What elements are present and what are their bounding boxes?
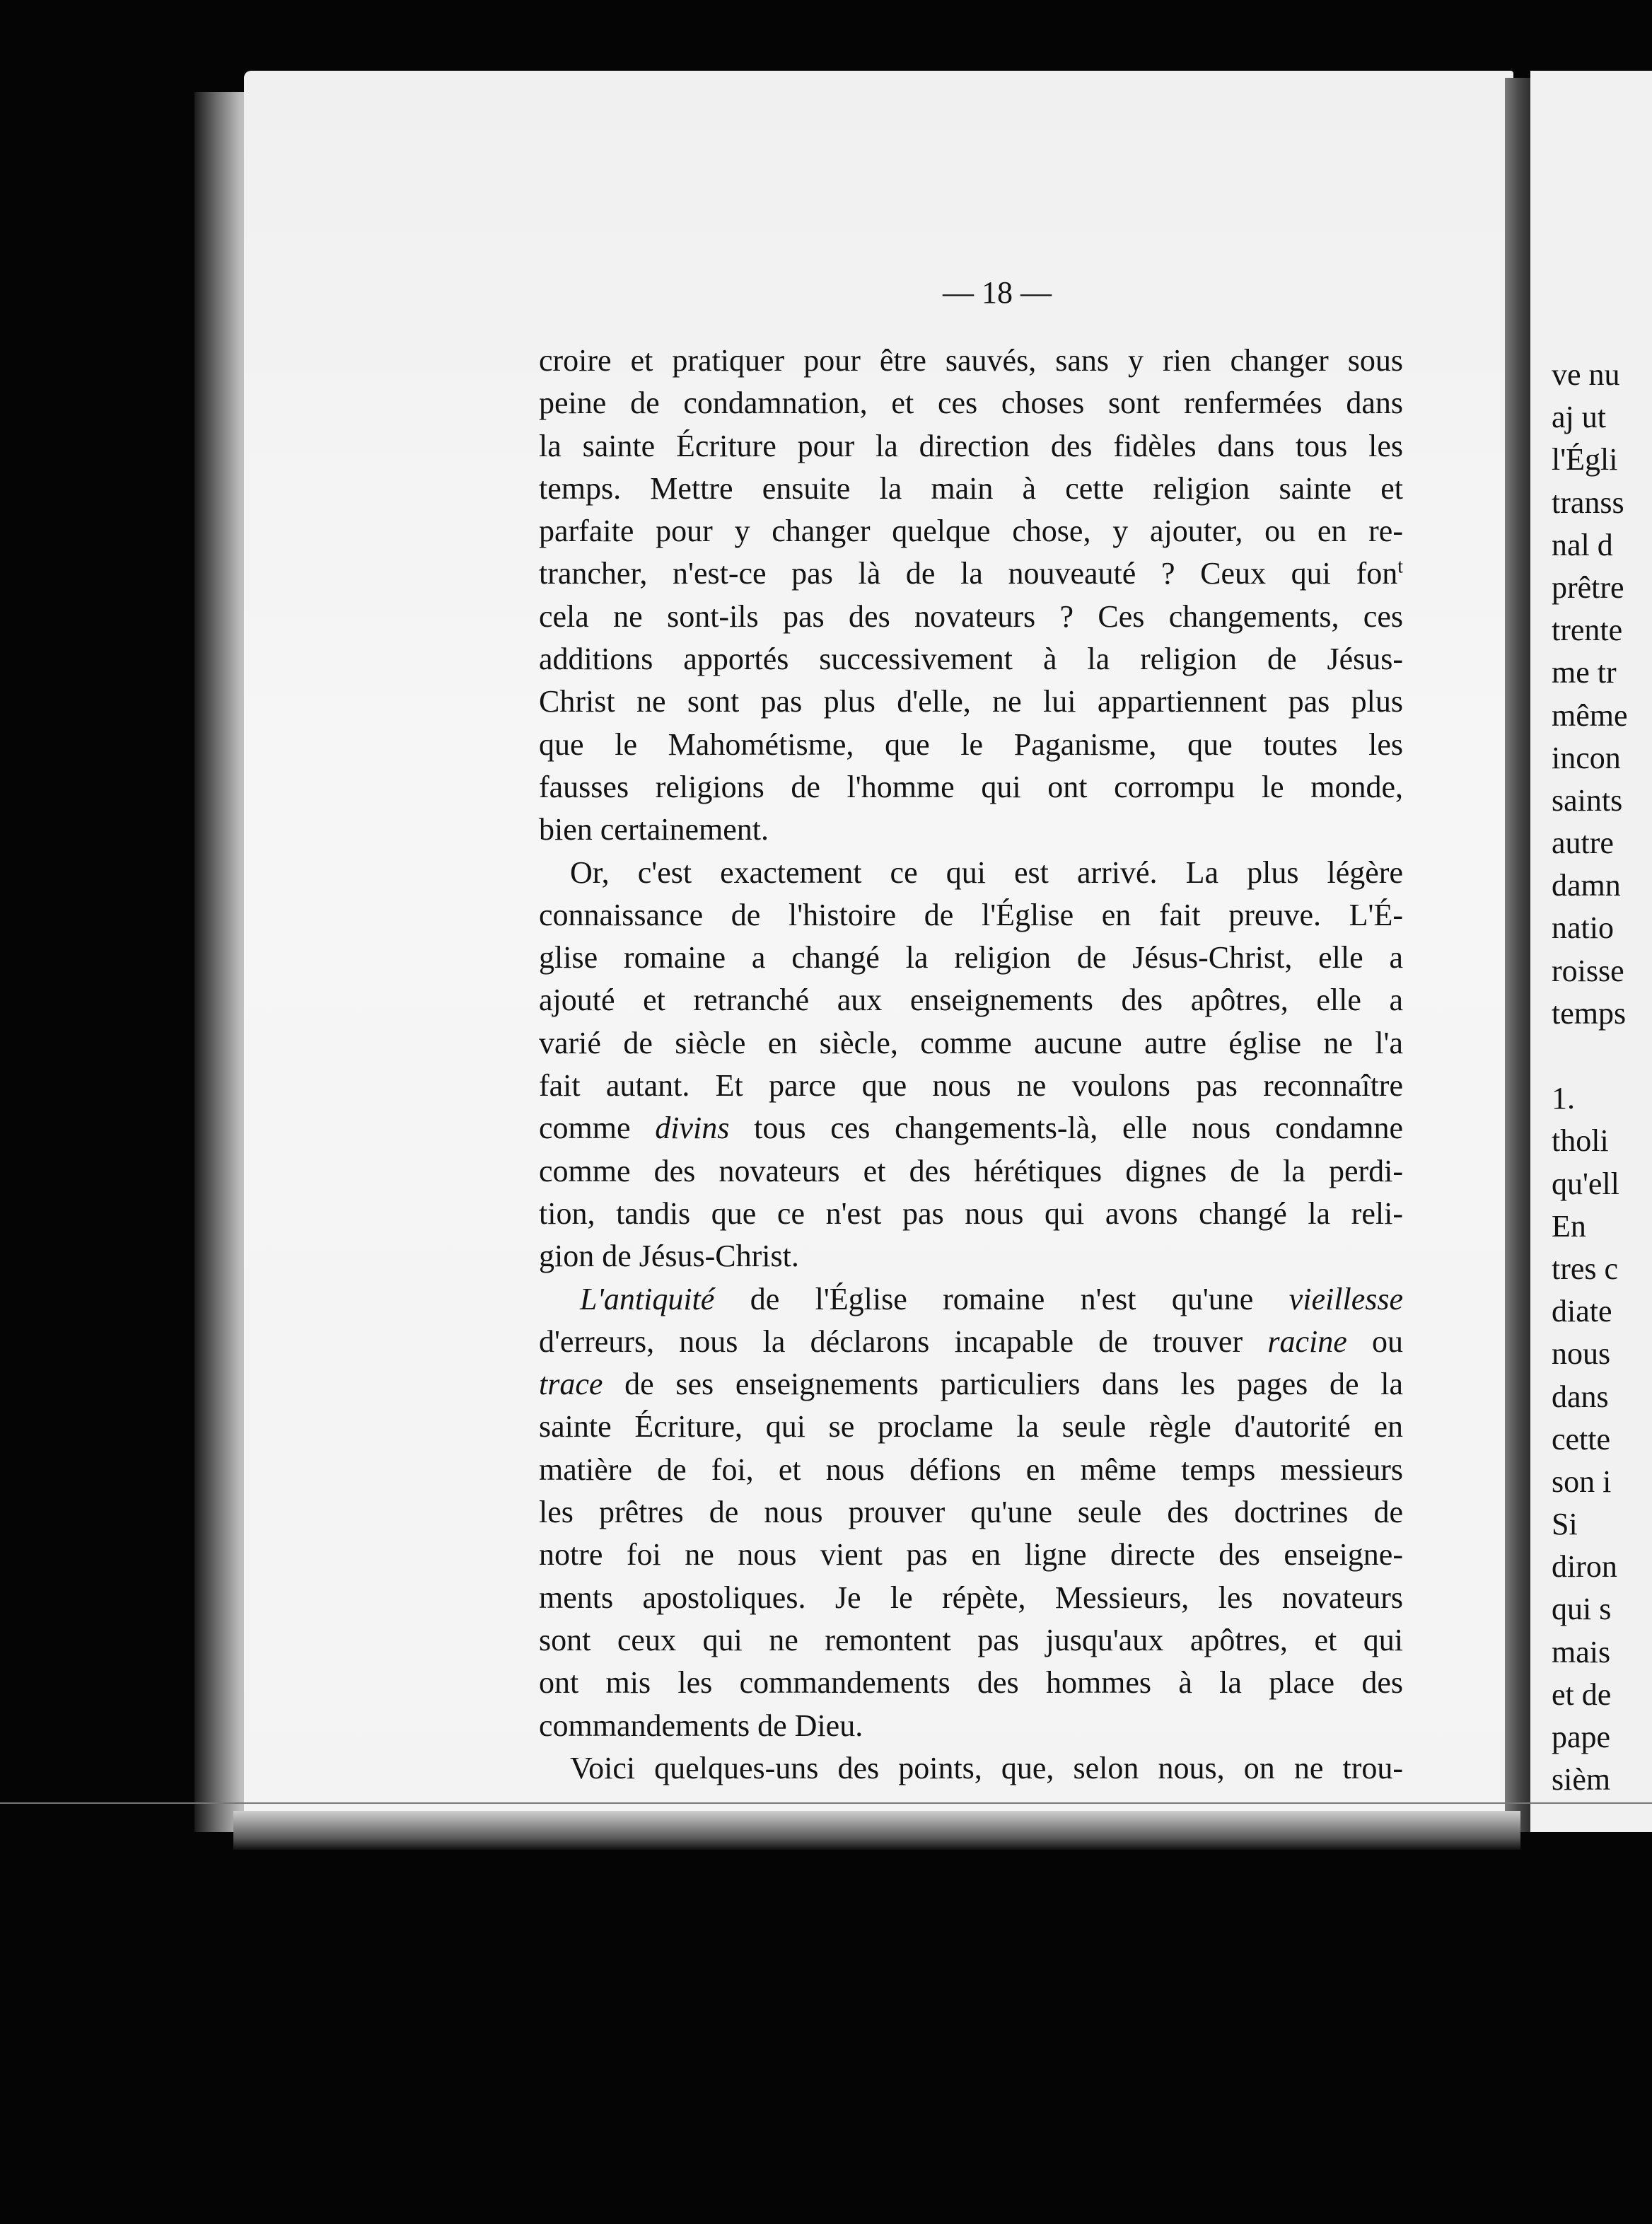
line-text: parfaite pour y changer quelque chose, y ajouter, ou en re- — [539, 514, 1403, 549]
line-text: Voici quelques-uns des points, que, selon nous, on ne trou- — [570, 1750, 1403, 1785]
right-page-line: son i — [1552, 1464, 1612, 1499]
line-text: tion, tandis que ce n'est pas nous qui avons changé la reli- — [539, 1195, 1403, 1231]
text-line — [539, 1662, 1403, 1704]
text-line — [539, 1107, 1403, 1149]
line-text: de l'Église romaine n'est qu'une — [714, 1281, 1289, 1316]
right-page-line: En — [1552, 1208, 1586, 1244]
right-page-line: qui s — [1552, 1592, 1612, 1627]
text-line — [539, 1449, 1403, 1491]
line-text: les prêtres de nous prouver qu'une seule des doctrines de — [539, 1495, 1403, 1530]
text-line — [539, 724, 1403, 766]
text-line — [539, 510, 1403, 552]
text-line — [539, 894, 1403, 937]
line-text: matière de foi, et nous défions en même temps messieurs — [539, 1452, 1403, 1487]
right-page-line: l'Égli — [1552, 442, 1618, 477]
line-text: croire et pratiquer pour être sauvés, sans y rien changer sous — [539, 343, 1403, 378]
text-line — [539, 1065, 1403, 1107]
line-text: commandements de Dieu. — [539, 1708, 863, 1743]
right-page-line: trente — [1552, 613, 1623, 648]
right-page-line: diron — [1552, 1549, 1617, 1585]
text-line — [539, 1534, 1403, 1576]
book-gutter — [1505, 78, 1532, 1832]
text-line — [539, 468, 1403, 510]
right-page-line: prêtre — [1552, 569, 1624, 605]
right-page-line: tres c — [1552, 1251, 1619, 1286]
right-page-line: nous — [1552, 1336, 1611, 1372]
right-page-line — [1552, 1035, 1628, 1077]
line-text: comme des novateurs et des hérétiques dignes de la perdi- — [539, 1153, 1403, 1188]
right-page-line: damn — [1552, 868, 1621, 903]
line-text: sont ceux qui ne remontent pas jusqu'aux apôtres, et qui — [539, 1622, 1403, 1657]
right-page-line: me tr — [1552, 655, 1617, 690]
text-line — [539, 1705, 1403, 1747]
text-line — [539, 766, 1403, 809]
line-text: Or, c'est exactement ce qui est arrivé. La plus légère — [570, 855, 1403, 890]
right-page-line: cette — [1552, 1421, 1611, 1456]
right-page-line: incon — [1552, 740, 1621, 775]
line-text: bien certainement. — [539, 812, 769, 847]
text-line — [539, 1235, 1403, 1278]
italic-word: racine — [1267, 1324, 1347, 1359]
line-text: temps. Mettre ensuite la main à cette religion sainte et — [539, 470, 1403, 506]
right-page-line: même — [1552, 697, 1628, 733]
right-page-line: ve nu — [1552, 357, 1620, 392]
line-text: ou — [1346, 1324, 1404, 1359]
line-text: sainte Écriture, qui se proclame la seule règle d'autorité en — [539, 1409, 1403, 1444]
text-line — [539, 1193, 1403, 1235]
line-text: trancher, n'est-ce pas là de la nouveauté ? Ceux qui fon — [539, 556, 1398, 591]
italic-word: trace — [539, 1367, 603, 1402]
text-line — [539, 1406, 1403, 1448]
line-text: de ses enseignements particuliers dans les pages de la — [603, 1367, 1403, 1402]
text-line — [539, 1022, 1403, 1065]
line-text: ont mis les commandements des hommes à la place des — [539, 1665, 1403, 1701]
page-number: — 18 — — [943, 275, 1052, 310]
line-text: fait autant. Et parce que nous ne voulons pas reconnaître — [539, 1068, 1403, 1104]
italic-word: divins — [655, 1111, 730, 1146]
italic-word: vieillesse — [1289, 1281, 1403, 1316]
text-line — [539, 552, 1403, 595]
line-text: que le Mahométisme, que le Paganisme, que toutes les — [539, 726, 1403, 762]
text-line — [539, 809, 1403, 851]
right-page-line: aj ut — [1552, 400, 1606, 435]
text-line — [539, 1278, 1403, 1321]
line-text: comme — [539, 1111, 656, 1146]
line-text: notre foi ne nous vient pas en ligne directe des enseigne- — [539, 1537, 1403, 1573]
right-page-line: autre — [1552, 826, 1614, 861]
right-page-line: nal d — [1552, 527, 1613, 562]
raised-letter: t — [1397, 555, 1403, 578]
line-text: d'erreurs, nous la déclarons incapable de trouver — [539, 1324, 1268, 1359]
text-line — [539, 638, 1403, 680]
right-page-line: sièm — [1552, 1762, 1611, 1797]
film-scratch-line — [0, 1802, 1652, 1804]
text-line — [539, 1577, 1403, 1619]
text-line — [539, 1619, 1403, 1662]
text-line — [539, 1491, 1403, 1534]
italic-word: L'antiquité — [580, 1281, 715, 1316]
text-line — [539, 852, 1403, 894]
line-text: connaissance de l'histoire de l'Église en fait preuve. L'É- — [539, 897, 1403, 932]
text-line — [539, 979, 1403, 1021]
text-line — [539, 1747, 1403, 1790]
right-page-line: transs — [1552, 485, 1624, 520]
line-text: fausses religions de l'homme qui ont corrompu le monde, — [539, 769, 1403, 804]
line-text: ajouté et retranché aux enseignements des apôtres, elle a — [539, 983, 1403, 1018]
right-page-text-fragment — [1552, 354, 1628, 1801]
right-page-line: roisse — [1552, 953, 1624, 988]
text-line — [539, 425, 1403, 468]
line-text: peine de condamnation, et ces choses sont renfermées dans — [539, 386, 1403, 421]
line-text: la sainte Écriture pour la direction des fidèles dans tous les — [539, 428, 1403, 463]
line-text: Christ ne sont pas plus d'elle, ne lui appartiennent pas plus — [539, 684, 1403, 719]
text-line — [539, 382, 1403, 424]
right-page-line: natio — [1552, 910, 1614, 946]
right-page-line: qu'ell — [1552, 1166, 1619, 1201]
line-text: gion de Jésus-Christ. — [539, 1239, 799, 1274]
line-text: tous ces changements-là, elle nous condamne — [729, 1111, 1403, 1146]
text-line — [539, 340, 1403, 382]
right-page-line: temps — [1552, 995, 1627, 1031]
right-page-line: pape — [1552, 1720, 1611, 1754]
right-page-line: saints — [1552, 782, 1623, 818]
text-line — [539, 1150, 1403, 1193]
right-page-line: tholi — [1552, 1123, 1609, 1159]
line-text: additions apportés successivement à la religion de Jésus- — [539, 642, 1403, 677]
right-page-line: Si — [1552, 1507, 1578, 1542]
right-page-line: mais — [1552, 1634, 1611, 1669]
line-text: glise romaine a changé la religion de Jésus-Christ, elle a — [539, 940, 1403, 975]
right-page-line: 1. — [1552, 1081, 1575, 1116]
right-page-line: diate — [1552, 1294, 1612, 1329]
text-line — [539, 1363, 1403, 1406]
text-line — [539, 937, 1403, 979]
text-line — [539, 680, 1403, 723]
text-line — [539, 1321, 1403, 1363]
line-text: ments apostoliques. Je le répète, Messieurs, les novateurs — [539, 1580, 1403, 1615]
line-text: cela ne sont-ils pas des novateurs ? Ces changements, ces — [539, 598, 1403, 634]
book-edge-bottom — [233, 1811, 1520, 1850]
main-text-block — [539, 340, 1403, 1790]
right-page-line: et de — [1552, 1676, 1612, 1712]
right-page-line: dans — [1552, 1379, 1609, 1414]
line-text: varié de siècle en siècle, comme aucune autre église ne l'a — [539, 1025, 1403, 1060]
text-line — [539, 596, 1403, 638]
